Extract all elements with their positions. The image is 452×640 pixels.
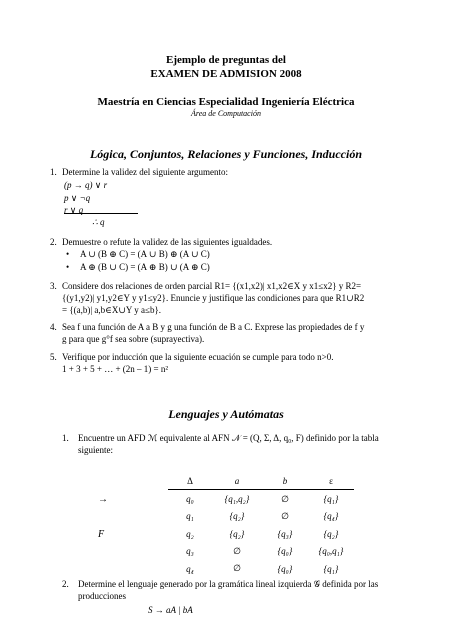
s1-q1-num: 1. (50, 167, 57, 177)
s2-q2-num: 2. (62, 579, 69, 589)
table-cell: {q₁} (323, 563, 339, 574)
table-cell: {q₀} (277, 546, 293, 557)
s2-q1 (62, 432, 398, 456)
table-cell: {q₄} (323, 511, 339, 522)
table-row (168, 525, 354, 542)
s1-q3 (50, 280, 388, 316)
s1-q1-rule (64, 213, 138, 214)
table-row-marker-1: → (98, 494, 108, 505)
s2-q1-line-2: siguiente: (78, 445, 113, 455)
s2-q2-production: S → aA | bA (148, 605, 193, 615)
s2-q1-line-1: Encuentre un AFD ℳ equivalente al AFN 𝒩 = (Q, Σ, Δ, q₀, F) definido por la tabla (78, 433, 379, 443)
table-header-cell: a (212, 472, 262, 490)
table-cell: {q₃} (277, 528, 293, 539)
table-header-cell: b (262, 472, 308, 490)
table-cell: {q₂} (229, 511, 245, 522)
s1-q3-line-1: Considere dos relaciones de orden parcial R1= {(x1,x2)| x1,x2∈X y x1≤x2} y R2= (62, 281, 362, 291)
table-cell: {q₂} (323, 528, 339, 539)
s1-q3-line-3: = {(a,b)| a,b∈X∪Y y a≤b}. (62, 305, 162, 315)
s1-q1-text: Determine la validez del siguiente argumento: (62, 167, 229, 177)
s1-q1-premise-3: r ∨ q (64, 205, 84, 215)
transition-table (168, 472, 354, 577)
s1-q1-premise-1: (p → q) ∨ r (64, 180, 108, 190)
table-cell: ∅ (281, 510, 289, 521)
table-cell: q₄ (186, 563, 194, 574)
s1-q2-bullet-1: • (66, 249, 70, 259)
table-row-marker-3: F (98, 529, 105, 540)
table-cell: {q₂} (229, 528, 245, 539)
section1-title: Lógica, Conjuntos, Relaciones y Funciones, Inducción (89, 147, 363, 161)
table-row (168, 508, 354, 525)
s1-q4 (50, 321, 388, 345)
s1-q3-num: 3. (50, 281, 57, 291)
s1-q5-equation: 1 + 3 + 5 + … + (2n – 1) = n² (62, 364, 169, 374)
s2-q2-line-2: producciones (78, 591, 126, 601)
table-cell: q₂ (186, 528, 194, 539)
table-cell: {q₀} (277, 563, 293, 574)
table-cell: ∅ (233, 563, 241, 574)
table-cell: q₁ (186, 511, 194, 522)
table-cell: q₃ (186, 546, 194, 557)
table-row (168, 543, 354, 560)
header-line-2: EXAMEN DE ADMISION 2008 (150, 68, 302, 80)
s1-q2-bullet-2: • (66, 262, 70, 272)
s1-q2-text: Demuestre o refute la validez de las siguientes igualdades. (62, 237, 273, 247)
s1-q1-premise-2: p ∨ ¬q (64, 193, 91, 203)
table-header-row (168, 472, 354, 490)
table-header-cell: ε (308, 472, 354, 490)
s1-q4-line-1: Sea f una función de A a B y g una función de B a C. Exprese las propiedades de f y (62, 322, 365, 332)
header-line-4: Área de Computación (191, 109, 261, 118)
table-row (168, 490, 354, 508)
s2-q2-line-1: Determine el lenguaje generado por la gramática lineal izquierda 𝒢 definida por las (78, 579, 379, 589)
s1-q5-num: 5. (50, 352, 57, 362)
s1-q1 (50, 166, 388, 178)
table-header-cell: Δ (168, 472, 212, 490)
table-cell: {q₁} (323, 494, 339, 505)
table-cell: ∅ (281, 493, 289, 504)
table-row (168, 560, 354, 577)
s1-q2-item-2: A ⊕ (B ∪ C) = (A ⊕ B) ∪ (A ⊕ C) (80, 262, 210, 272)
s1-q2-num: 2. (50, 237, 57, 247)
table-cell: q₀ (186, 494, 194, 505)
section2-title: Lenguajes y Autómatas (168, 407, 284, 421)
s1-q1-conclusion: ∴ q (92, 217, 105, 227)
s2-q2 (62, 578, 398, 602)
header-line-1: Ejemplo de preguntas del (166, 54, 286, 66)
s1-q2 (50, 236, 388, 248)
s2-q1-num: 1. (62, 433, 69, 443)
s1-q2-item-1: A ∪ (B ⊕ C) = (A ∪ B) ⊕ (A ∪ C) (80, 249, 210, 259)
table-cell: {q₀,q₁} (318, 546, 344, 557)
table-cell: ∅ (233, 545, 241, 556)
s1-q4-num: 4. (50, 322, 57, 332)
s1-q5 (50, 351, 388, 375)
s1-q4-line-2: g para que g°f sea sobre (suprayectiva). (62, 334, 205, 344)
table-cell: {q₁,q₂} (224, 494, 250, 505)
header-line-3: Maestría en Ciencias Especialidad Ingeniería Eléctrica (97, 96, 355, 108)
s1-q3-line-2: {(y1,y2)| y1,y2∈Y y y1≤y2}. Enuncie y justifique las condiciones para que R1∪R2 (62, 293, 365, 303)
s1-q5-line-1: Verifique por inducción que la siguiente ecuación se cumple para todo n>0. (62, 352, 334, 362)
